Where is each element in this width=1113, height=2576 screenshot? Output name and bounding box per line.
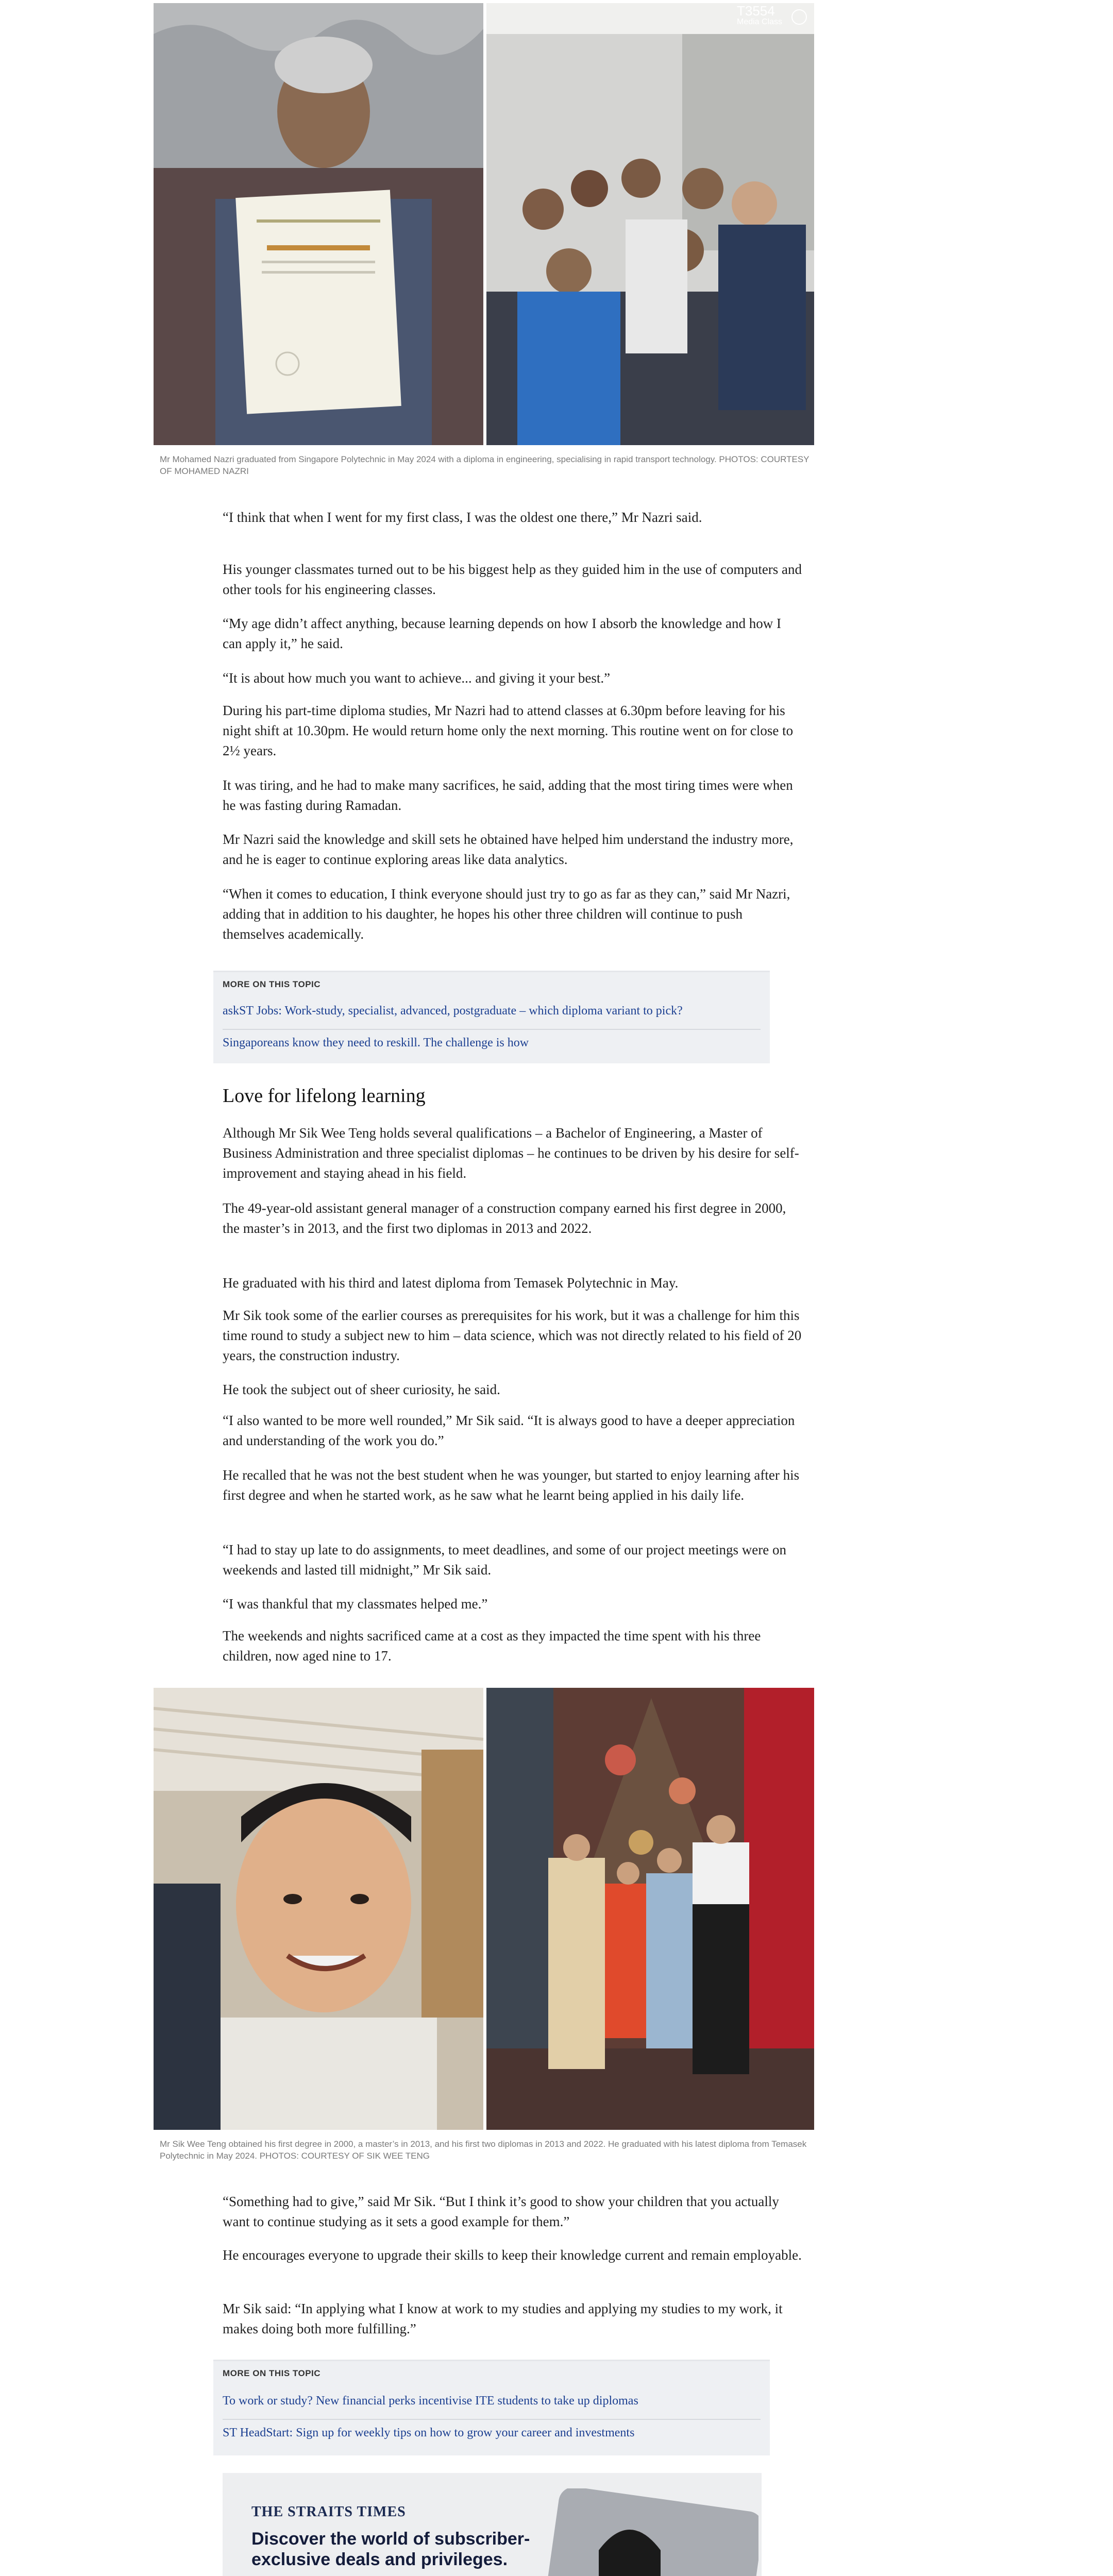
article-paragraph: “I think that when I went for my first class, I was the oldest one there,” Mr Nazri said.: [223, 510, 702, 525]
photo-sik-family: [486, 1688, 814, 2130]
more-on-this-topic-1: [213, 971, 770, 1063]
article-paragraph: The 49-year-old assistant general manager of a construction company earned his first degree in 2000, the master’s in 2013, and the first two diplomas in 2013 and 2022.: [223, 1200, 786, 1236]
promo-headline: Discover the world of subscriber-exclusive deals and privileges.: [251, 2529, 530, 2569]
article-paragraph: Mr Sik said: “In applying what I know at work to my studies and applying my studies to my work, it makes doing both more fulfilling.”: [223, 2301, 783, 2336]
promo-brand-logo: THE STRAITS TIMES: [251, 2504, 406, 2520]
article-paragraph: He took the subject out of sheer curiosity, he said.: [223, 1382, 500, 1397]
article-paragraph: “Something had to give,” said Mr Sik. “But I think it’s good to show your children that you actually want to continue studying as it sets a good example for them.”: [223, 2194, 779, 2229]
article-paragraph: He graduated with his third and latest diploma from Temasek Polytechnic in May.: [223, 1275, 679, 1291]
article-paragraph: During his part-time diploma studies, Mr Nazri had to attend classes at 6.30pm before leaving for his night shift at 10.30pm. He would return home only the next morning. This routine went on for close to 2½ years.: [223, 703, 794, 758]
more-heading: MORE ON THIS TOPIC: [223, 2368, 321, 2378]
overlay-line-2: Media Class: [737, 18, 783, 26]
article-paragraph: “It is about how much you want to achieve... and giving it your best.”: [223, 670, 611, 686]
related-link[interactable]: To work or study? New financial perks incentivise ITE students to take up diplomas: [223, 2394, 638, 2408]
photo-nazri-diploma: [154, 3, 483, 445]
article-paragraph: Mr Nazri said the knowledge and skill sets he obtained have helped him understand the industry more, and he is eager to continue exploring areas like data analytics.: [223, 832, 794, 867]
article-paragraph: “My age didn’t affect anything, because learning depends on how I absorb the knowledge and how I can apply it,” he said.: [223, 616, 781, 651]
photo-sik-selfie: [154, 1688, 483, 2130]
related-link[interactable]: askST Jobs: Work-study, specialist, advanced, postgraduate – which diploma variant to pick?: [223, 1004, 683, 1018]
article-paragraph: “I had to stay up late to do assignments, to meet deadlines, and some of our project meetings were on weekends and lasted till midnight,” Mr Sik said.: [223, 1542, 786, 1578]
divider: [223, 2419, 761, 2420]
promo-illustration: [542, 2488, 758, 2576]
subscriber-promo-banner: [223, 2473, 762, 2576]
related-link[interactable]: Singaporeans know they need to reskill. The challenge is how: [223, 1036, 529, 1049]
article-paragraph: Mr Sik took some of the earlier courses as prerequisites for his work, but it was a challenge for him this time round to study a subject new to him – data science, which was not directly related to his field of 20 years, the construction industry.: [223, 1308, 802, 1363]
article-paragraph: “I was thankful that my classmates helped me.”: [223, 1596, 488, 1612]
more-on-this-topic-2: [213, 2360, 770, 2455]
photo-overlay-icon: [791, 9, 807, 25]
article-paragraph: It was tiring, and he had to make many sacrifices, he said, adding that the most tiring times were when he was fasting during Ramadan.: [223, 777, 793, 813]
photo-nazri-classmates: [486, 3, 814, 445]
article-paragraph: His younger classmates turned out to be his biggest help as they guided him in the use of computers and other tools for his engineering classes.: [223, 562, 802, 597]
photo-overlay-label: [737, 5, 782, 28]
article-paragraph: He recalled that he was not the best student when he was younger, but started to enjoy learning after his first degree and when he started work, as he saw what he learnt being applied in his daily life.: [223, 1467, 800, 1503]
more-heading: MORE ON THIS TOPIC: [223, 979, 321, 989]
divider: [223, 1029, 761, 1030]
article-paragraph: The weekends and nights sacrificed came at a cost as they impacted the time spent with his three children, now aged nine to 17.: [223, 1628, 761, 1664]
article-paragraph: Although Mr Sik Wee Teng holds several qualifications – a Bachelor of Engineering, a Master of Business Administration and three specialist diplomas – he continues to be driven by his desire for self-improvement and staying ahead in his field.: [223, 1125, 799, 1181]
overlay-line-1: T3554: [737, 3, 775, 19]
article-paragraph: “When it comes to education, I think everyone should just try to go as far as they can,” said Mr Nazri, adding that in addition to his daughter, he hopes his other three children will continue to push themselves academically.: [223, 886, 790, 942]
photo-sik-caption: Mr Sik Wee Teng obtained his first degree in 2000, a master’s in 2013, and his first two diplomas in 2013 and 2022. He graduated with his latest diploma from Temasek Polytechnic in May 2024. PHOTOS: COURTESY OF SIK WEE TENG: [160, 2139, 807, 2161]
related-link[interactable]: ST HeadStart: Sign up for weekly tips on how to grow your career and investments: [223, 2426, 635, 2439]
article-paragraph: “I also wanted to be more well rounded,” Mr Sik said. “It is always good to have a deeper appreciation and understanding of the work you do.”: [223, 1413, 795, 1448]
article-paragraph: He encourages everyone to upgrade their skills to keep their knowledge current and remain employable.: [223, 2247, 802, 2263]
photo-nazri-caption: Mr Mohamed Nazri graduated from Singapore Polytechnic in May 2024 with a diploma in engineering, specialising in rapid transport technology. PHOTOS: COURTESY OF MOHAMED NAZRI: [160, 454, 810, 476]
section-heading: Love for lifelong learning: [223, 1085, 426, 1107]
